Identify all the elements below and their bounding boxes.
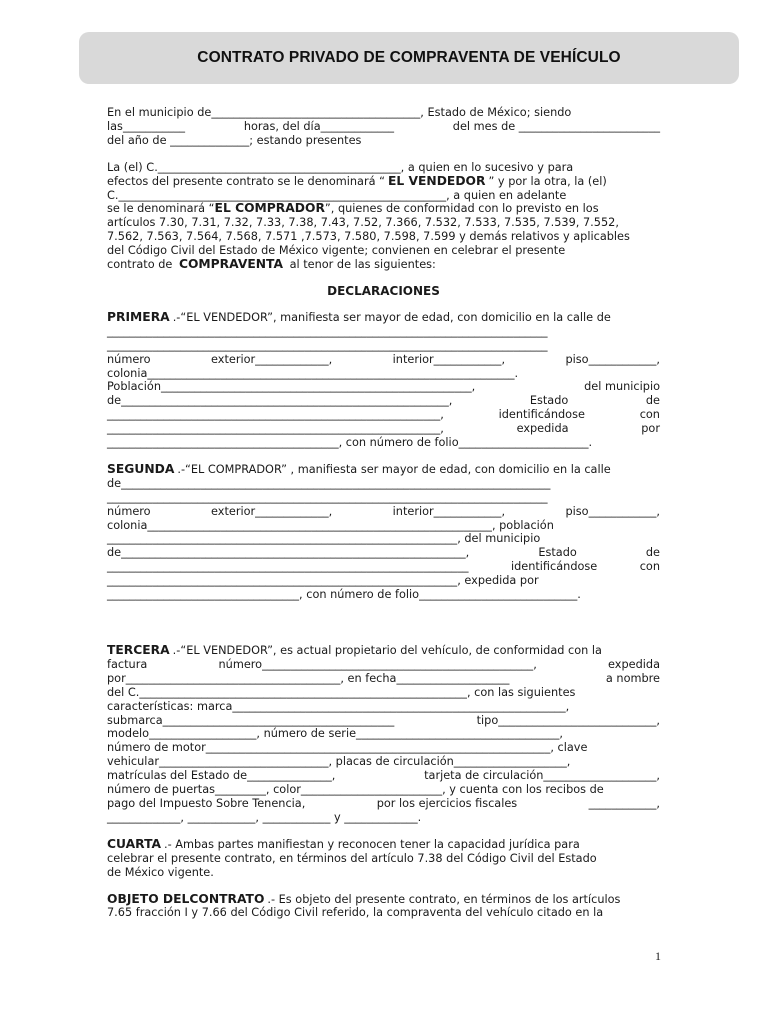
text-line: modelo___________________, número de serie____________________________________, (107, 727, 563, 741)
text-line: vehicular______________________________, placas de circulación____________________, (107, 755, 571, 769)
clause-cuarta (107, 838, 660, 880)
clause-label: PRIMERA (107, 309, 170, 324)
document-title-bar (79, 32, 739, 84)
text-line: submarca_________________________________________ tipo____________________________, (107, 713, 660, 727)
text-line: factura número________________________________________________, expedida (107, 657, 660, 671)
text-line: características: marca___________________________________________________________, (107, 699, 570, 713)
text-line: ______________________________________________________________________________ (107, 338, 548, 352)
parties-paragraph (107, 161, 660, 272)
text-line: de____________________________________________________________________________ (107, 476, 551, 490)
text-line: de__________________________________________________________, Estado de (107, 394, 660, 408)
text-line: del Código Civil del Estado de México vigente; convienen en celebrar el presente (107, 244, 566, 258)
clause-label: TERCERA (107, 643, 170, 657)
text-line: de_____________________________________________________________, Estado de (107, 546, 660, 560)
text-line: _________________________________________, con número de folio_______________________. (107, 436, 593, 450)
text-line: La (el) C.___________________________________________, a quien en lo sucesivo y para (107, 160, 574, 174)
text-line: las___________ horas, del día_____________ del mes de _________________________ (107, 119, 660, 133)
el-vendedor-label: EL VENDEDOR (388, 173, 486, 188)
text-line: En el municipio de_____________________________________, Estado de México; siendo (107, 106, 572, 119)
text-line: TERCERA .-“EL VENDEDOR”, es actual propietario del vehículo, de conformidad con la (107, 643, 602, 657)
text-line: 7.65 fracción I y 7.66 del Código Civil referido, la compraventa del vehículo citado en la (107, 906, 604, 920)
text-line: ___________________________________________________________, identificándose con (107, 408, 660, 422)
clause-segunda (107, 463, 660, 602)
compraventa-label: COMPRAVENTA (178, 257, 283, 272)
text-line: efectos del presente contrato se le denominará “ EL VENDEDOR ” y por la otra, la (el) (107, 173, 607, 188)
text-line: Población_______________________________________________________, del municipio (107, 380, 660, 394)
text-line: 7.562, 7.563, 7.564, 7.568, 7.571 ,7.573, 7.580, 7.598, 7.599 y demás relativos y aplicables (107, 230, 630, 244)
text-line: se le denominará “EL COMPRADOR”, quienes de conformidad con lo previsto en los (107, 201, 599, 216)
text-line: artículos 7.30, 7.31, 7.32, 7.33, 7.38, 7.43, 7.52, 7.366, 7.532, 7.533, 7.535, 7.539, 7.552, (107, 216, 619, 230)
text-line: ______________________________________________________________, del municipio (107, 532, 541, 546)
clause-label: OBJETO DELCONTRATO (107, 891, 265, 906)
text-line: celebrar el presente contrato, en términos del artículo 7.38 del Código Civil del Estado (107, 851, 597, 865)
text-line: __________________________________, con número de folio____________________________. (107, 588, 581, 602)
text-line: matrículas del Estado de_______________, tarjeta de circulación____________________, (107, 769, 660, 783)
text-line: del C.__________________________________________________________, con las siguientes (107, 685, 576, 699)
contract-body (107, 106, 660, 933)
text-line: colonia_____________________________________________________________, población (107, 518, 554, 532)
declaraciones-heading: DECLARACIONES (327, 283, 440, 298)
text-line: número exterior_____________, interior____________, piso____________, (107, 352, 660, 366)
text-line: por______________________________________, en fecha____________________ a nombre (107, 671, 660, 685)
text-line: número de puertas_________, color_________________________, y cuenta con los recibos de (107, 783, 604, 797)
text-line: número exterior_____________, interior____________, piso____________, (107, 504, 660, 518)
text-line: pago del Impuesto Sobre Tenencia, por los ejercicios fiscales ____________, (107, 796, 660, 810)
text-line: número de motor_____________________________________________________________, clave (107, 741, 588, 755)
text-line: OBJETO DELCONTRATO .- Es objeto del presente contrato, en términos de los artículos (107, 891, 621, 906)
text-line: C.__________________________________________________________, a quien en adelante (107, 188, 567, 202)
text-line: _____________, ____________, ____________ y _____________. (107, 810, 422, 824)
text-line: CUARTA .- Ambas partes manifiestan y reconocen tener la capacidad jurídica para (107, 836, 580, 851)
text-line: colonia_________________________________________________________________. (107, 366, 519, 380)
text-line: ______________________________________________________________________________ (107, 490, 548, 504)
text-line: contrato de COMPRAVENTA al tenor de las siguientes: (107, 257, 436, 272)
text-line: PRIMERA .-“EL VENDEDOR”, manifiesta ser mayor de edad, con domicilio en la calle de (107, 309, 611, 324)
text-line: SEGUNDA .-“EL COMPRADOR” , manifiesta ser mayor de edad, con domicilio en la calle (107, 461, 611, 476)
clause-primera (107, 311, 660, 450)
text-line: ___________________________________________________________, expedida por (107, 422, 660, 436)
el-comprador-label: EL COMPRADOR (214, 201, 325, 216)
text-line: del año de ______________; estando presentes (107, 133, 362, 147)
text-line: ______________________________________________________________, expedida por (107, 574, 539, 588)
clause-label: SEGUNDA (107, 461, 175, 476)
text-line: de México vigente. (107, 865, 214, 879)
page-number: 1 (655, 949, 661, 963)
text-line: ________________________________________________________________ identificándose con (107, 560, 660, 574)
clause-label: CUARTA (107, 836, 162, 851)
document-title: CONTRATO PRIVADO DE COMPRAVENTA DE VEHÍCULO (197, 49, 621, 66)
clause-tercera (107, 644, 660, 825)
intro-paragraph (107, 106, 660, 148)
text-line: ______________________________________________________________________________ (107, 324, 548, 338)
clause-objeto (107, 893, 660, 921)
